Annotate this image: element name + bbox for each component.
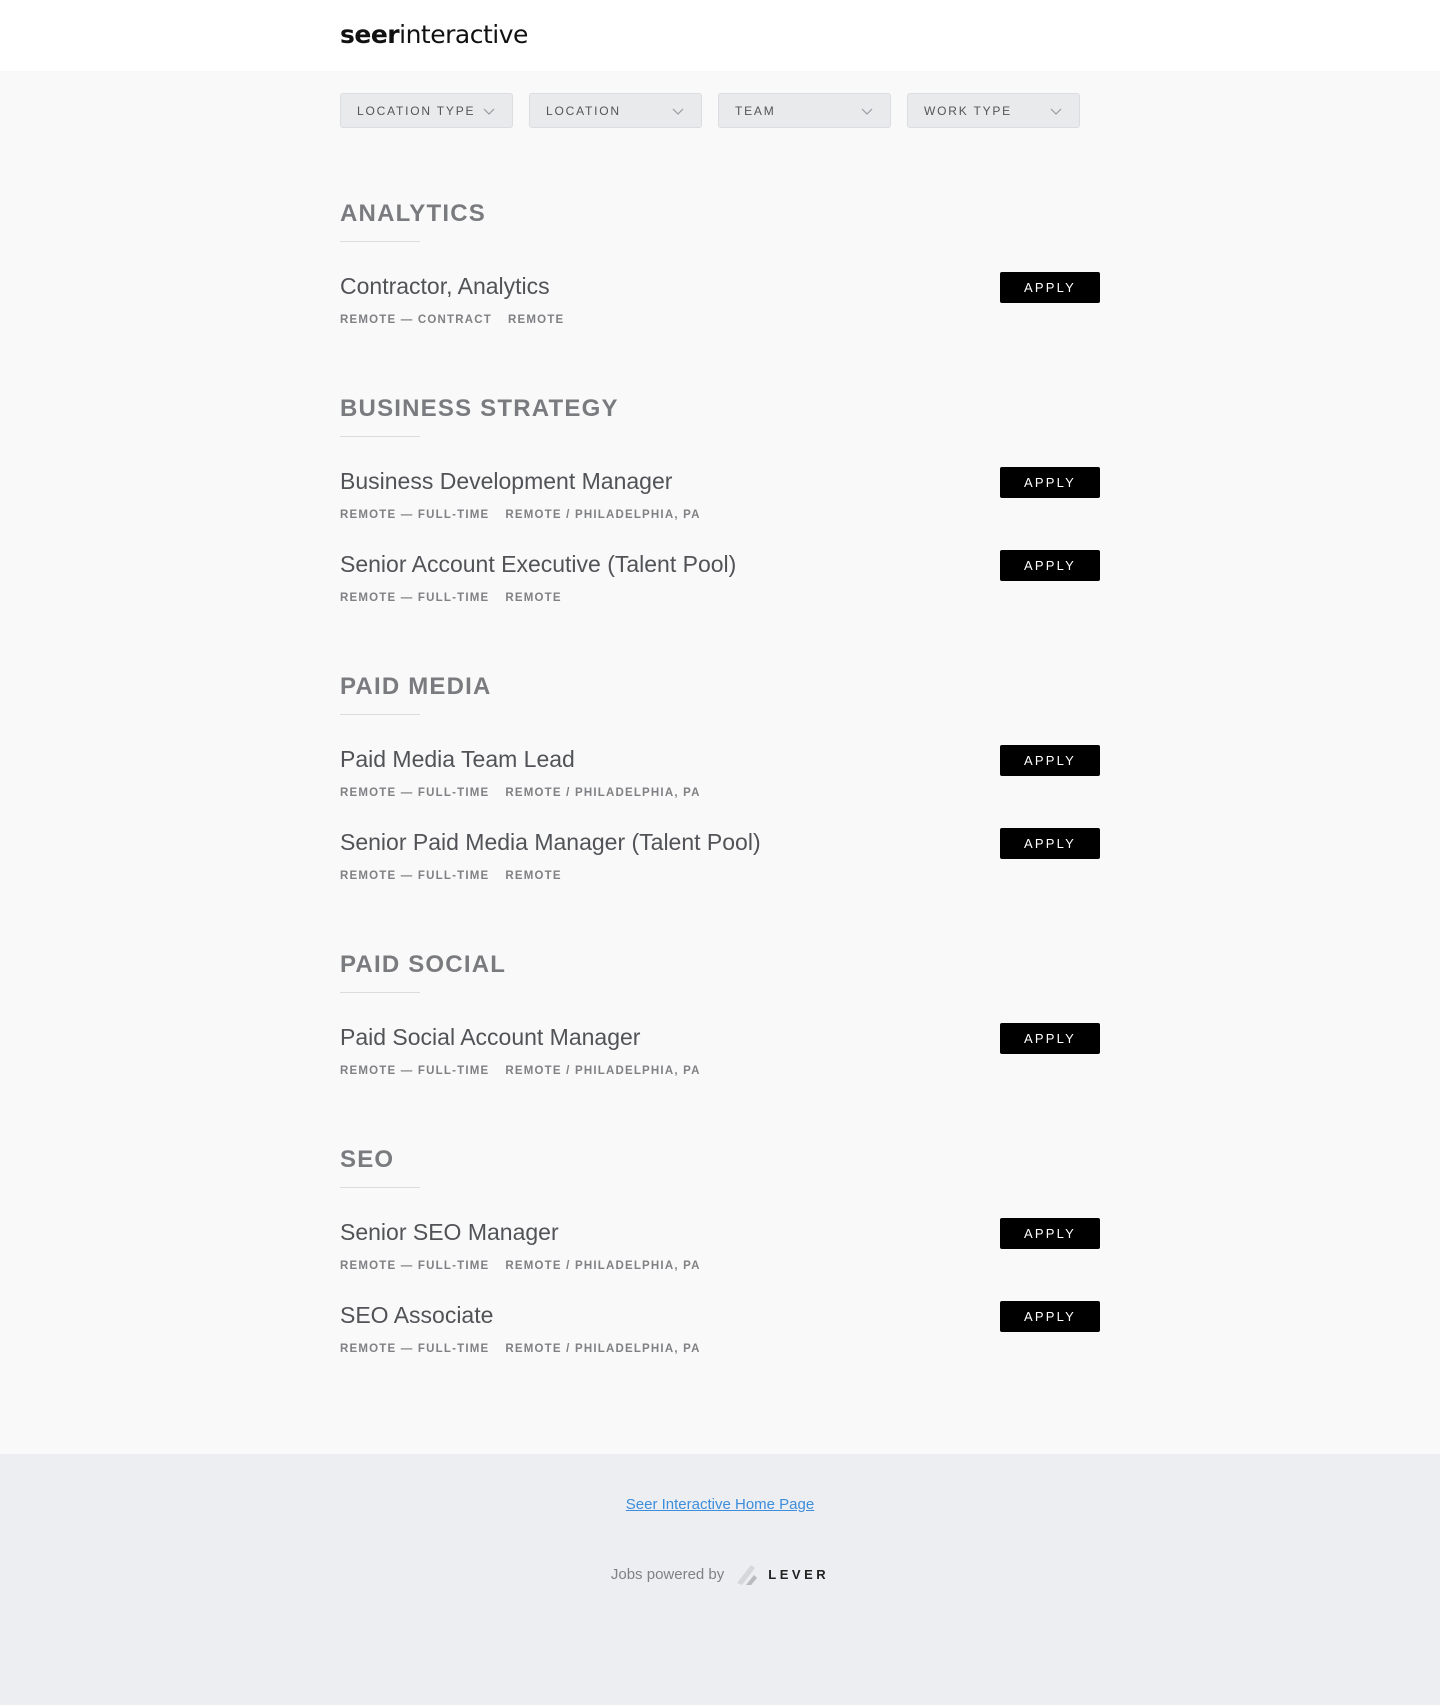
home-page-link[interactable]: Seer Interactive Home Page <box>625 1496 815 1513</box>
posting-location: REMOTE / PHILADELPHIA, PA <box>505 1343 701 1355</box>
section-divider <box>340 241 420 242</box>
posting-commitment: REMOTE — FULL-TIME <box>340 592 490 604</box>
chevron-down-icon <box>671 104 685 118</box>
job-posting <box>340 272 1100 355</box>
section-title: ANALYTICS <box>340 200 486 227</box>
filter-label: WORK TYPE <box>924 103 1012 118</box>
powered-by <box>0 1561 1440 1587</box>
lever-link[interactable] <box>734 1561 829 1587</box>
section-business-strategy <box>340 395 1100 633</box>
section-title: BUSINESS STRATEGY <box>340 395 619 422</box>
apply-button[interactable]: APPLY <box>1000 1023 1100 1054</box>
apply-button[interactable]: APPLY <box>1000 828 1100 859</box>
powered-by-text: Jobs powered by <box>610 1565 725 1583</box>
seer-interactive-logo[interactable] <box>340 20 528 49</box>
job-posting <box>340 1218 1100 1301</box>
apply-button[interactable]: APPLY <box>1000 272 1100 303</box>
apply-button[interactable]: APPLY <box>1000 467 1100 498</box>
posting-meta <box>340 509 1100 521</box>
apply-button[interactable]: APPLY <box>1000 745 1100 776</box>
posting-meta <box>340 314 1100 326</box>
section-divider <box>340 436 420 437</box>
posting-commitment: REMOTE — FULL-TIME <box>340 1343 490 1355</box>
logo-bold-text: seer <box>340 20 400 49</box>
apply-button[interactable]: APPLY <box>1000 1218 1100 1249</box>
posting-title-link[interactable]: SEO Associate <box>340 1302 494 1328</box>
job-posting <box>340 1023 1100 1106</box>
section-analytics <box>340 200 1100 355</box>
chevron-down-icon <box>1049 104 1063 118</box>
filter-location[interactable] <box>529 93 702 128</box>
job-posting <box>340 550 1100 633</box>
posting-meta <box>340 1343 1100 1355</box>
lever-wordmark: LEVER <box>768 1566 830 1582</box>
postings-main <box>0 71 1440 1454</box>
posting-location: REMOTE / PHILADELPHIA, PA <box>505 787 701 799</box>
site-header <box>0 0 1440 71</box>
posting-title-link[interactable]: Senior Account Executive (Talent Pool) <box>340 551 737 577</box>
posting-location: REMOTE / PHILADELPHIA, PA <box>505 509 701 521</box>
posting-meta <box>340 1065 1100 1077</box>
section-title: SEO <box>340 1146 395 1173</box>
section-seo <box>340 1146 1100 1384</box>
posting-title-link[interactable]: Paid Media Team Lead <box>340 746 575 772</box>
posting-title-link[interactable]: Contractor, Analytics <box>340 273 550 299</box>
posting-title-link[interactable]: Business Development Manager <box>340 468 673 494</box>
section-paid-social <box>340 951 1100 1106</box>
posting-meta <box>340 870 1100 882</box>
section-divider <box>340 992 420 993</box>
site-footer <box>0 1454 1440 1705</box>
posting-title-link[interactable]: Paid Social Account Manager <box>340 1024 641 1050</box>
section-divider <box>340 1187 420 1188</box>
posting-commitment: REMOTE — FULL-TIME <box>340 787 490 799</box>
section-divider <box>340 714 420 715</box>
filter-label: LOCATION <box>546 103 621 118</box>
posting-location: REMOTE <box>505 592 562 604</box>
logo-regular-text: interactive <box>399 20 528 49</box>
posting-location: REMOTE <box>505 870 562 882</box>
section-title: PAID MEDIA <box>340 673 492 700</box>
posting-commitment: REMOTE — FULL-TIME <box>340 1260 490 1272</box>
posting-commitment: REMOTE — FULL-TIME <box>340 1065 490 1077</box>
lever-logo-icon <box>734 1561 760 1587</box>
filter-label: TEAM <box>735 103 776 118</box>
filter-team[interactable] <box>718 93 891 128</box>
posting-commitment: REMOTE — FULL-TIME <box>340 870 490 882</box>
job-posting <box>340 828 1100 911</box>
job-posting <box>340 467 1100 550</box>
chevron-down-icon <box>482 104 496 118</box>
posting-commitment: REMOTE — FULL-TIME <box>340 509 490 521</box>
filter-label: LOCATION TYPE <box>357 103 476 118</box>
posting-location: REMOTE <box>508 314 565 326</box>
posting-meta <box>340 1260 1100 1272</box>
posting-commitment: REMOTE — CONTRACT <box>340 314 493 326</box>
filter-work-type[interactable] <box>907 93 1080 128</box>
chevron-down-icon <box>860 104 874 118</box>
job-posting <box>340 745 1100 828</box>
apply-button[interactable]: APPLY <box>1000 1301 1100 1332</box>
posting-meta <box>340 592 1100 604</box>
posting-title-link[interactable]: Senior Paid Media Manager (Talent Pool) <box>340 829 761 855</box>
apply-button[interactable]: APPLY <box>1000 550 1100 581</box>
posting-location: REMOTE / PHILADELPHIA, PA <box>505 1065 701 1077</box>
posting-meta <box>340 787 1100 799</box>
posting-location: REMOTE / PHILADELPHIA, PA <box>505 1260 701 1272</box>
filter-location-type[interactable] <box>340 93 513 128</box>
posting-title-link[interactable]: Senior SEO Manager <box>340 1219 559 1245</box>
filter-bar <box>340 71 1440 200</box>
section-paid-media <box>340 673 1100 911</box>
job-posting <box>340 1301 1100 1384</box>
section-title: PAID SOCIAL <box>340 951 507 978</box>
